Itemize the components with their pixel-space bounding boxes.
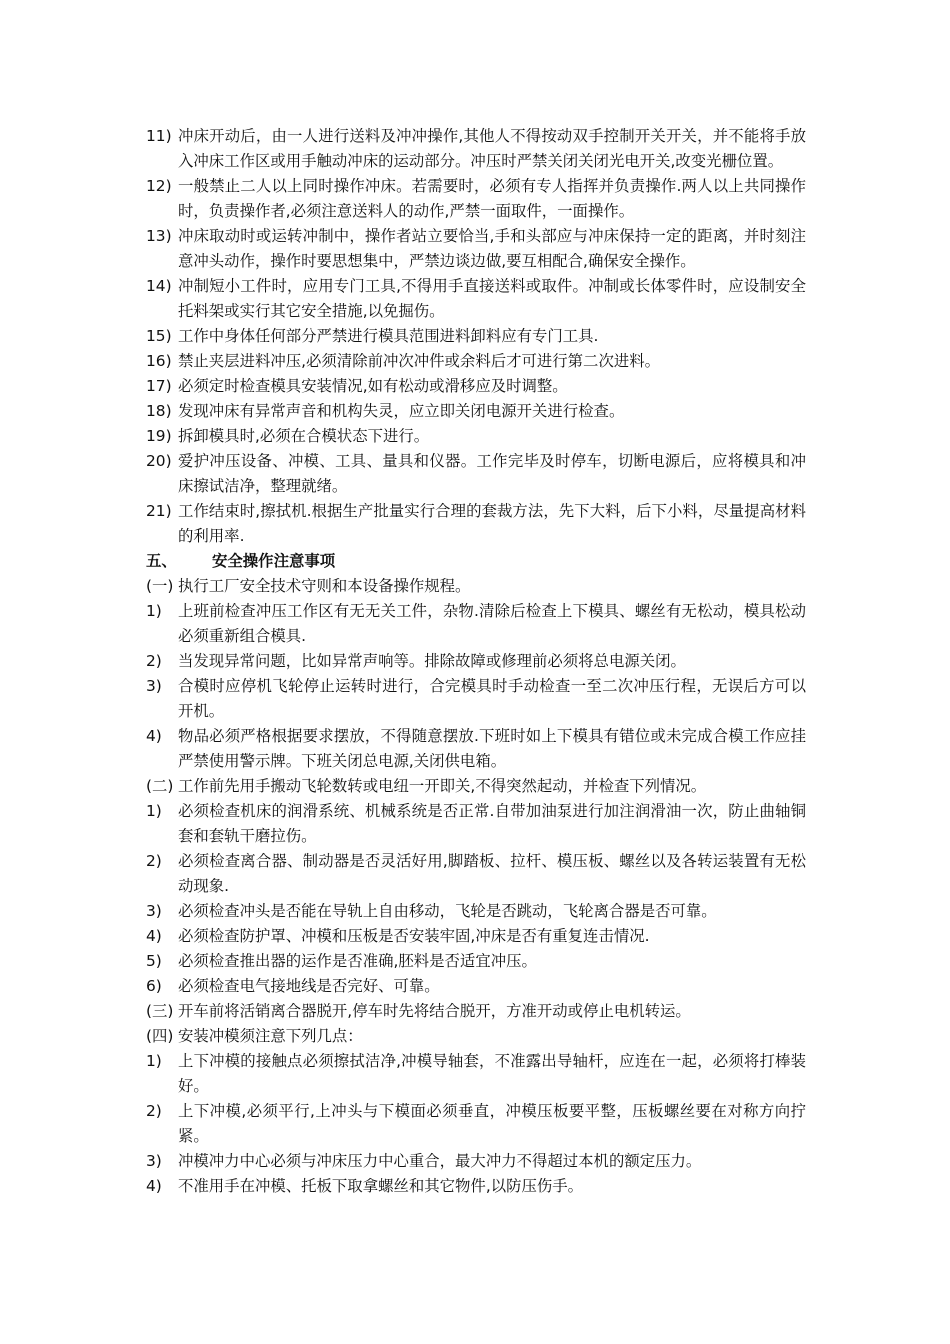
- list-item: [146, 499, 806, 549]
- item-number: 13): [146, 227, 172, 245]
- item-text: 当发现异常问题，比如异常声响等。排除故障或修理前必须将总电源关闭。: [178, 652, 686, 670]
- item-number: 1): [146, 602, 162, 620]
- list-item: [146, 1049, 806, 1099]
- list-item: [146, 1174, 806, 1199]
- part-heading: [146, 774, 806, 799]
- item-number: 1): [146, 1052, 162, 1070]
- list-item: [146, 349, 806, 374]
- item-text: 必须检查电气接地线是否完好、可靠。: [178, 977, 440, 995]
- item-text: 冲制短小工件时，应用专门工具,不得用手直接送料或取件。冲制或长体零件时，应设制安全托料架或实行其它安全措施,以免掘伤。: [178, 277, 806, 320]
- list-item: [146, 949, 806, 974]
- item-text: 必须检查冲头是否能在导轨上自由移动，飞轮是否跳动，飞轮离合器是否可靠。: [178, 902, 717, 920]
- item-number: 4): [146, 727, 162, 745]
- item-number: 3): [146, 1152, 162, 1170]
- item-number: 3): [146, 902, 162, 920]
- item-text: 冲床取动时或运转冲制中，操作者站立要恰当,手和头部应与冲床保持一定的距离，并时刻注意冲头动作，操作时要思想集中，严禁边谈边做,要互相配合,确保安全操作。: [178, 227, 806, 270]
- list-item: [146, 399, 806, 424]
- item-number: 14): [146, 277, 172, 295]
- list-item: [146, 899, 806, 924]
- part-number: (二): [146, 777, 174, 795]
- part-text: 安装冲模须注意下列几点：: [178, 1027, 363, 1045]
- item-number: 15): [146, 327, 172, 345]
- list-item: [146, 174, 806, 224]
- item-number: 5): [146, 952, 162, 970]
- item-text: 爱护冲压设备、冲模、工具、量具和仪器。工作完毕及时停车，切断电源后，应将模具和冲床擦试洁净，整理就绪。: [178, 452, 806, 495]
- item-text: 禁止夹层进料冲压,必须清除前冲次冲件或余料后才可进行第二次进料。: [178, 352, 661, 370]
- item-number: 1): [146, 802, 162, 820]
- item-number: 3): [146, 677, 162, 695]
- item-text: 上下冲模,必须平行,上冲头与下模面必须垂直，冲模压板要平整，压板螺丝要在对称方向拧紧。: [178, 1102, 806, 1145]
- list-item: [146, 449, 806, 499]
- item-text: 拆卸模具时,必须在合模状态下进行。: [178, 427, 430, 445]
- section-heading: [146, 549, 806, 574]
- list-item: [146, 374, 806, 399]
- item-text: 不准用手在冲模、托板下取拿螺丝和其它物件,以防压伤手。: [178, 1177, 584, 1195]
- item-number: 19): [146, 427, 172, 445]
- part-number: (三): [146, 1002, 174, 1020]
- item-number: 11): [146, 127, 172, 145]
- part-text: 执行工厂安全技术守则和本设备操作规程。: [178, 577, 471, 595]
- item-number: 12): [146, 177, 172, 195]
- item-text: 上下冲模的接触点必须擦拭洁净,冲模导轴套，不准露出导轴杆，应连在一起，必须将打棒装好。: [178, 1052, 806, 1095]
- list-item: [146, 124, 806, 174]
- list-item: [146, 649, 806, 674]
- list-item: [146, 324, 806, 349]
- item-text: 一般禁止二人以上同时操作冲床。若需要时，必须有专人指挥并负责操作.两人以上共同操作时，负责操作者,必须注意送料人的动作,严禁一面取件，一面操作。: [178, 177, 806, 220]
- item-number: 2): [146, 652, 162, 670]
- list-item: [146, 274, 806, 324]
- part-heading: [146, 999, 806, 1024]
- item-number: 20): [146, 452, 172, 470]
- list-item: [146, 1149, 806, 1174]
- part-number: (四): [146, 1027, 174, 1045]
- list-item: [146, 674, 806, 724]
- item-text: 发现冲床有异常声音和机构失灵，应立即关闭电源开关进行检查。: [178, 402, 625, 420]
- list-item: [146, 424, 806, 449]
- item-number: 2): [146, 1102, 162, 1120]
- part-text: 工作前先用手搬动飞轮数转或电纽一开即关,不得突然起动，并检查下列情况。: [178, 777, 707, 795]
- part-number: (一): [146, 577, 174, 595]
- item-number: 6): [146, 977, 162, 995]
- item-number: 21): [146, 502, 172, 520]
- section-title: 安全操作注意事项: [212, 552, 336, 570]
- item-text: 必须检查机床的润滑系统、机械系统是否正常.自带加油泵进行加注润滑油一次，防止曲轴铜套和套轨干磨拉伤。: [178, 802, 806, 845]
- section-number: 五、: [146, 552, 177, 570]
- item-text: 必须定时检查模具安装情况,如有松动或滑移应及时调整。: [178, 377, 568, 395]
- item-number: 4): [146, 927, 162, 945]
- item-text: 工作中身体任何部分严禁进行模具范围进料卸料应有专门工具.: [178, 327, 599, 345]
- rules-list: [146, 124, 806, 549]
- item-text: 必须检查防护罩、冲模和压板是否安装牢固,冲床是否有重复连击情况.: [178, 927, 650, 945]
- list-item: [146, 849, 806, 899]
- item-text: 工作结束时,擦拭机.根据生产批量实行合理的套裁方法，先下大料，后下小料，尽量提高材料的利用率.: [178, 502, 806, 545]
- item-text: 冲床开动后，由一人进行送料及冲冲操作,其他人不得按动双手控制开关开关，并不能将手放入冲床工作区或用手触动冲床的运动部分。冲压时严禁关闭关闭光电开关,改变光栅位置。: [178, 127, 806, 170]
- list-item: [146, 974, 806, 999]
- item-number: 17): [146, 377, 172, 395]
- item-text: 冲模冲力中心必须与冲床压力中心重合，最大冲力不得超过本机的额定压力。: [178, 1152, 702, 1170]
- item-number: 16): [146, 352, 172, 370]
- part-text: 开车前将活销离合器脱开,停车时先将结合脱开，方准开动或停止电机转运。: [178, 1002, 691, 1020]
- list-item: [146, 724, 806, 774]
- list-item: [146, 1099, 806, 1149]
- item-text: 必须检查离合器、制动器是否灵活好用,脚踏板、拉杆、模压板、螺丝以及各转运装置有无松动现象.: [178, 852, 806, 895]
- item-text: 合模时应停机飞轮停止运转时进行，合完模具时手动检查一至二次冲压行程，无误后方可以开机。: [178, 677, 806, 720]
- item-text: 上班前检查冲压工作区有无无关工件，杂物.清除后检查上下模具、螺丝有无松动，模具松动必须重新组合模具.: [178, 602, 806, 645]
- item-number: 4): [146, 1177, 162, 1195]
- list-item: [146, 799, 806, 849]
- item-number: 2): [146, 852, 162, 870]
- item-text: 必须检查推出器的运作是否准确,胚料是否适宜冲压。: [178, 952, 537, 970]
- list-item: [146, 924, 806, 949]
- document-body: [146, 124, 806, 1199]
- item-number: 18): [146, 402, 172, 420]
- part-heading: [146, 1024, 806, 1049]
- item-text: 物品必须严格根据要求摆放，不得随意摆放.下班时如上下模具有错位或未完成合模工作应挂严禁使用警示牌。下班关闭总电源,关闭供电箱。: [178, 727, 806, 770]
- part-heading: [146, 574, 806, 599]
- list-item: [146, 599, 806, 649]
- list-item: [146, 224, 806, 274]
